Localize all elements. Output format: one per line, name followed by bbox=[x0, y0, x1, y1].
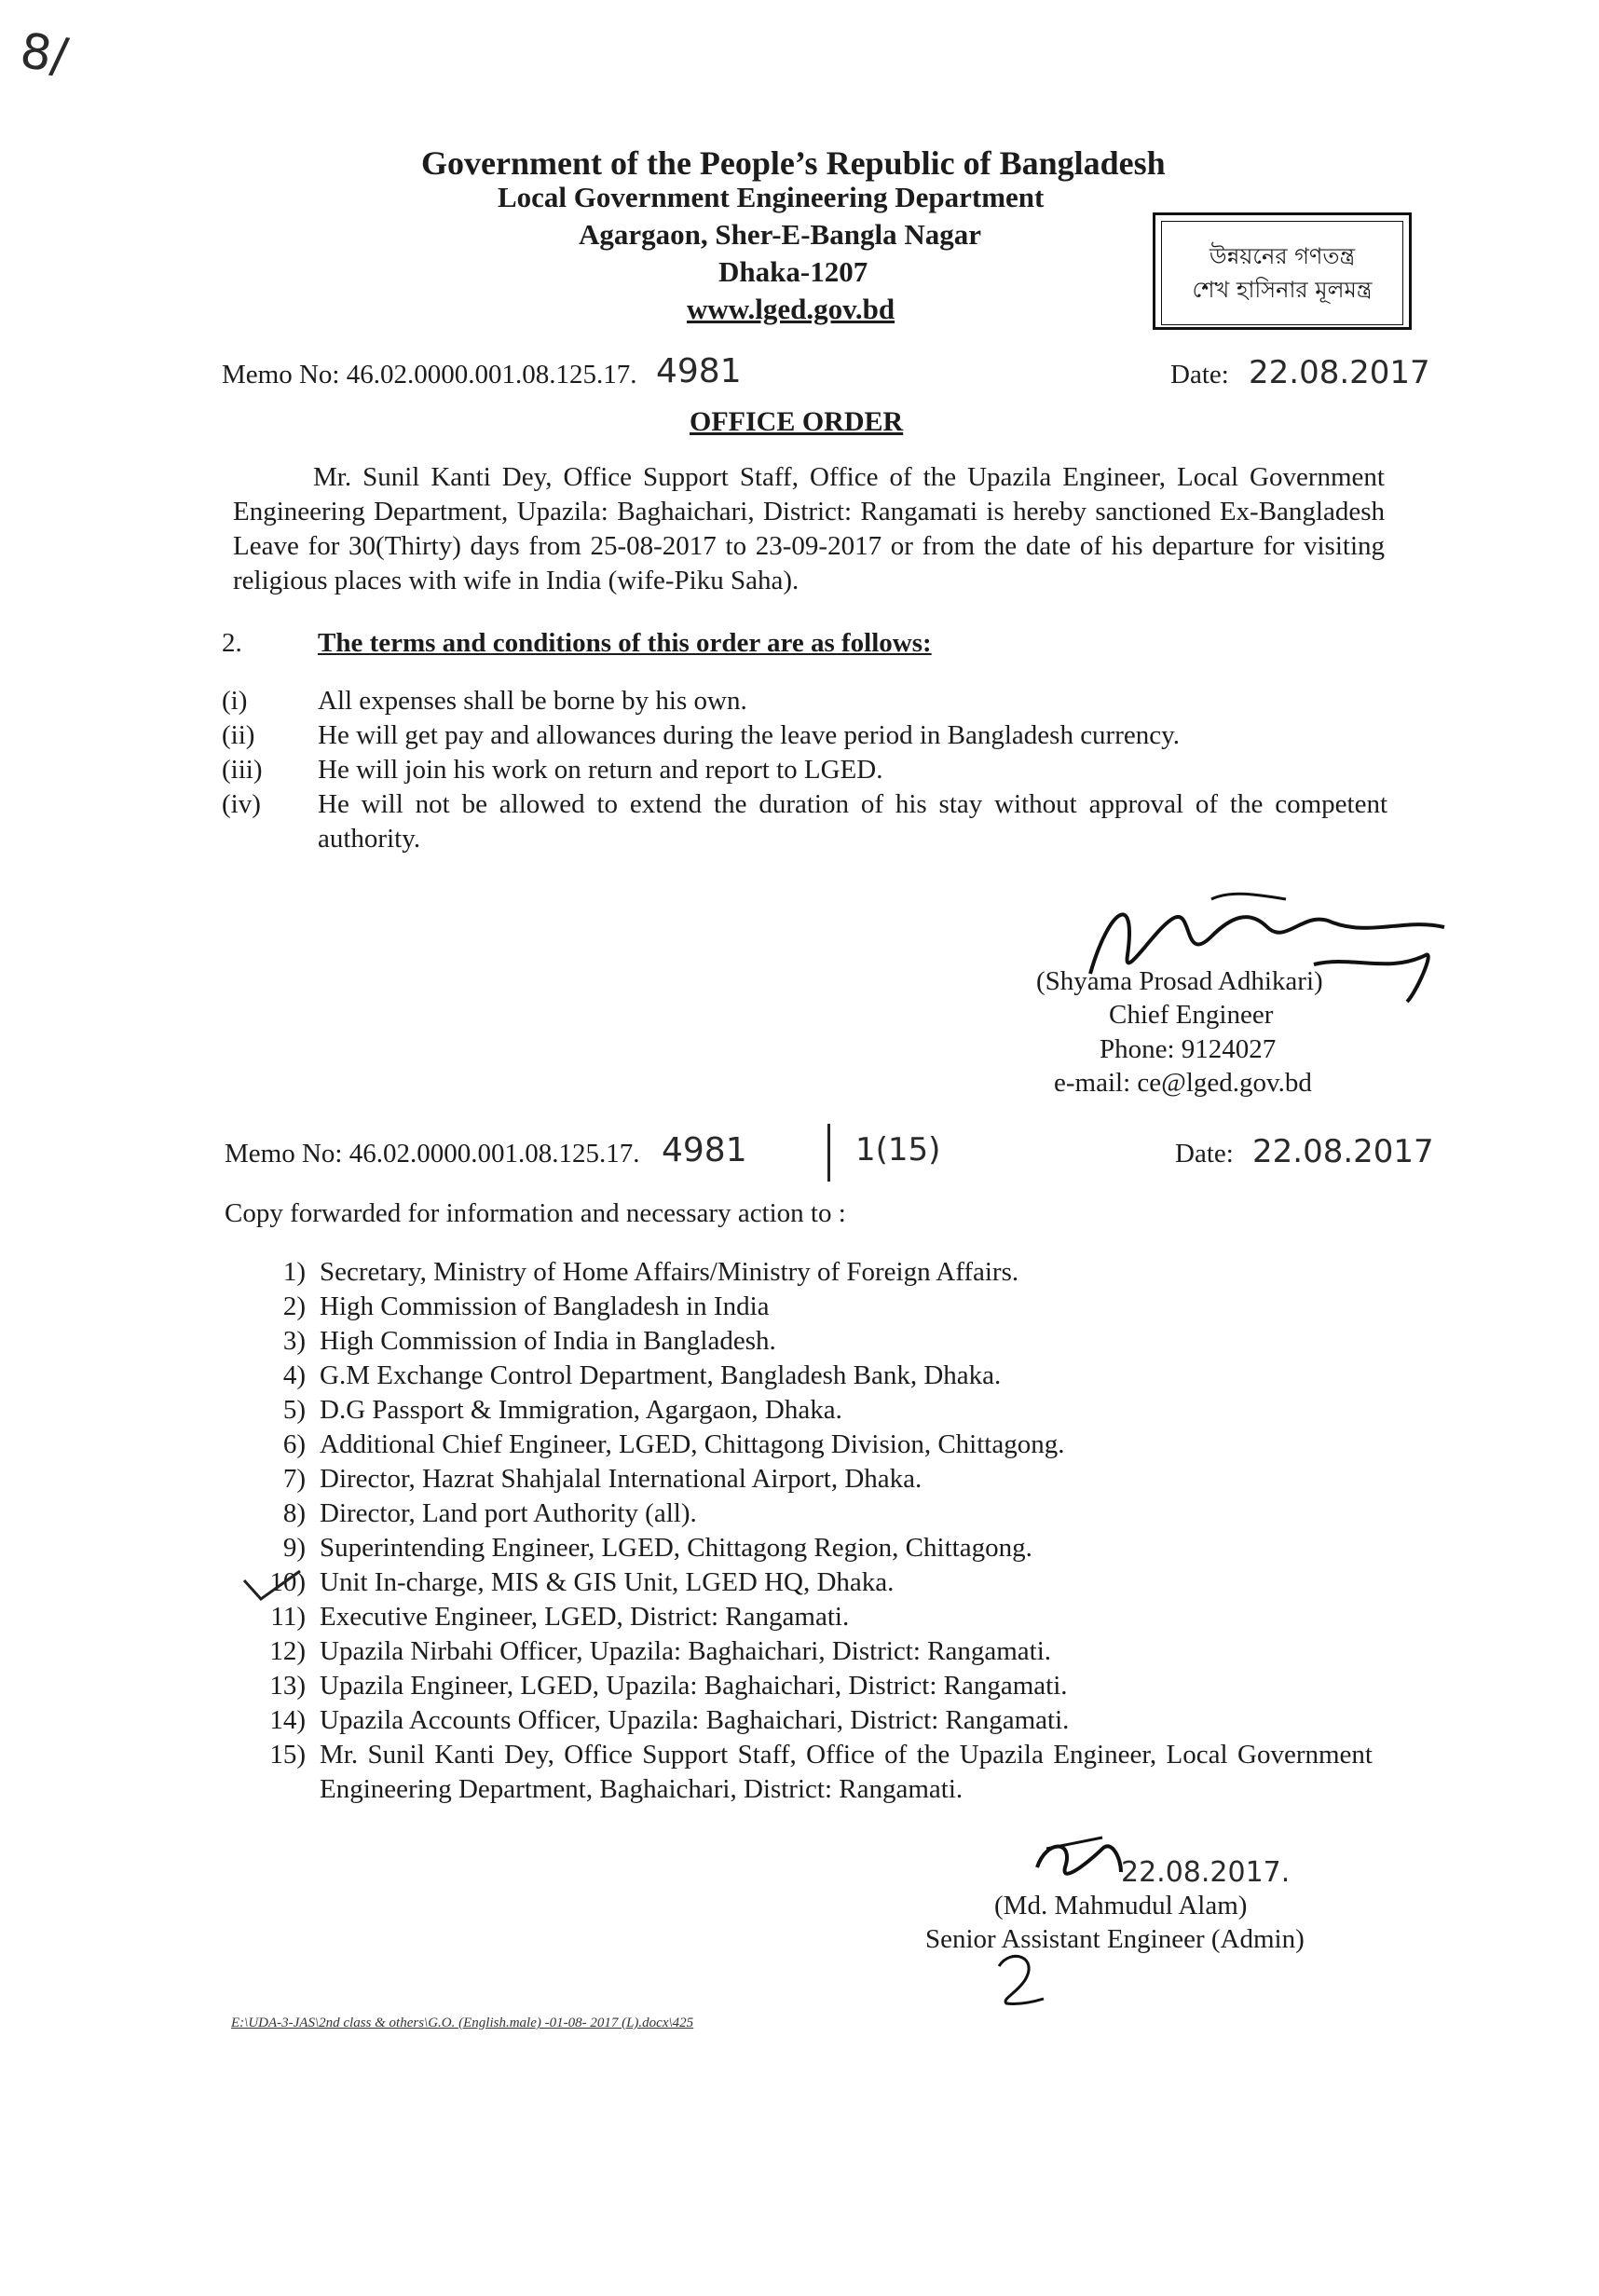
memo-divider-mark bbox=[827, 1124, 830, 1182]
signatory2-name: (Md. Mahmudul Alam) bbox=[994, 1891, 1248, 1920]
corner-handwritten-note: 8/ bbox=[17, 22, 72, 86]
copy-item-text: Secretary, Ministry of Home Affairs/Ministry of Foreign Affairs. bbox=[320, 1257, 1019, 1287]
copy-item-text: Director, Hazrat Shahjalal International Airport, Dhaka. bbox=[320, 1464, 922, 1494]
copy-item-number: 5) bbox=[282, 1395, 306, 1425]
copy-date-handwritten: 22.08.2017 bbox=[1252, 1133, 1434, 1170]
signatory1-name: (Shyama Prosad Adhikari) bbox=[1036, 966, 1323, 996]
copy-item-number: 11) bbox=[270, 1602, 306, 1632]
term-number: (ii) bbox=[222, 720, 255, 750]
term-number: (i) bbox=[222, 686, 248, 716]
slogan-line-2: শেখ হাসিনার মূলমন্ত্র bbox=[1192, 277, 1373, 303]
signatory1-email: e-mail: ce@lged.gov.bd bbox=[1054, 1068, 1312, 1098]
copy-item-number: 8) bbox=[282, 1498, 306, 1528]
copy-list-item bbox=[226, 1703, 1382, 1738]
admin-signature bbox=[1028, 1830, 1130, 1895]
date-label: Date: bbox=[1170, 360, 1229, 390]
copy-list-item bbox=[226, 1600, 1382, 1634]
copy-list-item bbox=[226, 1393, 1382, 1428]
copy-item-text: G.M Exchange Control Department, Bangladesh Bank, Dhaka. bbox=[320, 1360, 1002, 1390]
term-text: He will not be allowed to extend the duration of his stay without approval of the competent authority. bbox=[318, 789, 1387, 854]
copy-list-item bbox=[226, 1359, 1382, 1393]
header-line-department: Local Government Engineering Department bbox=[498, 181, 1045, 213]
footer-file-path: E:\UDA-3-JAS\2nd class & others\G.O. (English.male) -01-08- 2017 (L).docx\425 bbox=[231, 2016, 694, 2030]
term-item bbox=[222, 718, 1396, 753]
copy-item-text: Unit In-charge, MIS & GIS Unit, LGED HQ, Dhaka. bbox=[320, 1567, 895, 1597]
copy-item-number: 15) bbox=[269, 1740, 306, 1770]
copy-item-number: 2) bbox=[282, 1292, 306, 1321]
copy-intro: Copy forwarded for information and necessary action to : bbox=[225, 1198, 846, 1228]
slogan-box bbox=[1161, 221, 1403, 325]
slogan-line-1: উন্নয়নের গণতন্ত্র bbox=[1209, 243, 1356, 269]
header-line-address: Agargaon, Sher-E-Bangla Nagar bbox=[579, 218, 981, 251]
term-text: He will get pay and allowances during the leave period in Bangladesh currency. bbox=[318, 720, 1180, 750]
copy-item-text: Mr. Sunil Kanti Dey, Office Support Staff, Office of the Upazila Engineer, Local Government Engineering Department, Baghaichari, District: Rangamati. bbox=[320, 1740, 1373, 1804]
copy-item-number: 3) bbox=[282, 1326, 306, 1356]
copy-list-item bbox=[226, 1428, 1382, 1462]
copy-list-item bbox=[226, 1634, 1382, 1669]
copy-memo-number-handwritten: 4981 bbox=[662, 1131, 747, 1169]
copy-item-number: 6) bbox=[282, 1429, 306, 1459]
term-text: All expenses shall be borne by his own. bbox=[318, 686, 747, 716]
copy-item-text: Superintending Engineer, LGED, Chittagong Region, Chittagong. bbox=[320, 1533, 1032, 1563]
copy-item-text: Additional Chief Engineer, LGED, Chittagong Division, Chittagong. bbox=[320, 1429, 1065, 1459]
copy-date-label: Date: bbox=[1175, 1139, 1234, 1168]
copy-list-item bbox=[226, 1738, 1382, 1807]
terms-number: 2. bbox=[222, 628, 242, 658]
initial-mark bbox=[988, 1948, 1053, 2013]
copy-item-text: Upazila Nirbahi Officer, Upazila: Baghaichari, District: Rangamati. bbox=[320, 1636, 1052, 1666]
memo-number-handwritten: 4981 bbox=[656, 352, 742, 390]
term-item bbox=[222, 684, 1396, 718]
copy-item-text: D.G Passport & Immigration, Agargaon, Dhaka. bbox=[320, 1395, 842, 1425]
signatory1-phone: Phone: 9124027 bbox=[1100, 1034, 1277, 1064]
terms-heading: The terms and conditions of this order are as follows: bbox=[318, 628, 932, 658]
copy-item-text: Director, Land port Authority (all). bbox=[320, 1498, 697, 1528]
term-item bbox=[222, 787, 1396, 856]
copy-item-text: Upazila Engineer, LGED, Upazila: Baghaichari, District: Rangamati. bbox=[320, 1671, 1068, 1701]
header-line-government: Government of the People’s Republic of Bangladesh bbox=[421, 144, 1166, 182]
copy-item-number: 12) bbox=[269, 1636, 306, 1666]
copy-item-number: 9) bbox=[282, 1533, 306, 1563]
term-text: He will join his work on return and report to LGED. bbox=[318, 755, 883, 785]
copy-item-number: 13) bbox=[269, 1671, 306, 1701]
header-website-link[interactable]: www.lged.gov.bd bbox=[687, 293, 895, 325]
copy-item-number: 14) bbox=[269, 1705, 306, 1735]
copy-item-text: Upazila Accounts Officer, Upazila: Baghaichari, District: Rangamati. bbox=[320, 1705, 1070, 1735]
header-line-city: Dhaka-1207 bbox=[718, 255, 868, 288]
copy-list-item bbox=[226, 1496, 1382, 1531]
copy-list-item bbox=[226, 1462, 1382, 1496]
memo-number-label: Memo No: 46.02.0000.001.08.125.17. bbox=[222, 360, 637, 390]
copy-item-text: High Commission of Bangladesh in India bbox=[320, 1292, 770, 1321]
copy-list-item bbox=[226, 1290, 1382, 1324]
copy-item-number: 4) bbox=[282, 1360, 306, 1390]
copy-list-item bbox=[226, 1565, 1382, 1600]
copy-item-text: Executive Engineer, LGED, District: Rangamati. bbox=[320, 1602, 850, 1632]
copy-list-item bbox=[226, 1669, 1382, 1703]
copy-list-item bbox=[226, 1255, 1382, 1290]
copy-item-number: 7) bbox=[282, 1464, 306, 1494]
term-number: (iii) bbox=[222, 755, 263, 785]
copy-count-handwritten: 1(15) bbox=[855, 1131, 941, 1168]
checkmark-icon bbox=[240, 1567, 306, 1605]
signatory1-title: Chief Engineer bbox=[1109, 1000, 1274, 1030]
office-order-title: OFFICE ORDER bbox=[690, 406, 904, 437]
order-body-paragraph: Mr. Sunil Kanti Dey, Office Support Staff, Office of the Upazila Engineer, Local Government Engineering Department, Upazila: Baghaichari, District: Rangamati is hereby sanctioned Ex-Bangladesh Leave for 30(Thirty) days from 25-08-2017 to 23-09-2017 or from the date of his departure for visiting religious places with wife in India (wife-Piku Saha). bbox=[233, 462, 1385, 595]
copy-memo-number-label: Memo No: 46.02.0000.001.08.125.17. bbox=[225, 1139, 640, 1168]
date-handwritten: 22.08.2017 bbox=[1249, 354, 1430, 391]
copy-list-item bbox=[226, 1531, 1382, 1565]
copy-item-number: 10) bbox=[269, 1567, 306, 1597]
admin-signature-date: 22.08.2017. bbox=[1121, 1856, 1291, 1889]
term-item bbox=[222, 753, 1396, 787]
copy-item-number: 1) bbox=[282, 1257, 306, 1287]
term-number: (iv) bbox=[222, 789, 261, 819]
copy-list-item bbox=[226, 1324, 1382, 1359]
signatory2-title: Senior Assistant Engineer (Admin) bbox=[925, 1924, 1305, 1954]
copy-item-text: High Commission of India in Bangladesh. bbox=[320, 1326, 776, 1356]
